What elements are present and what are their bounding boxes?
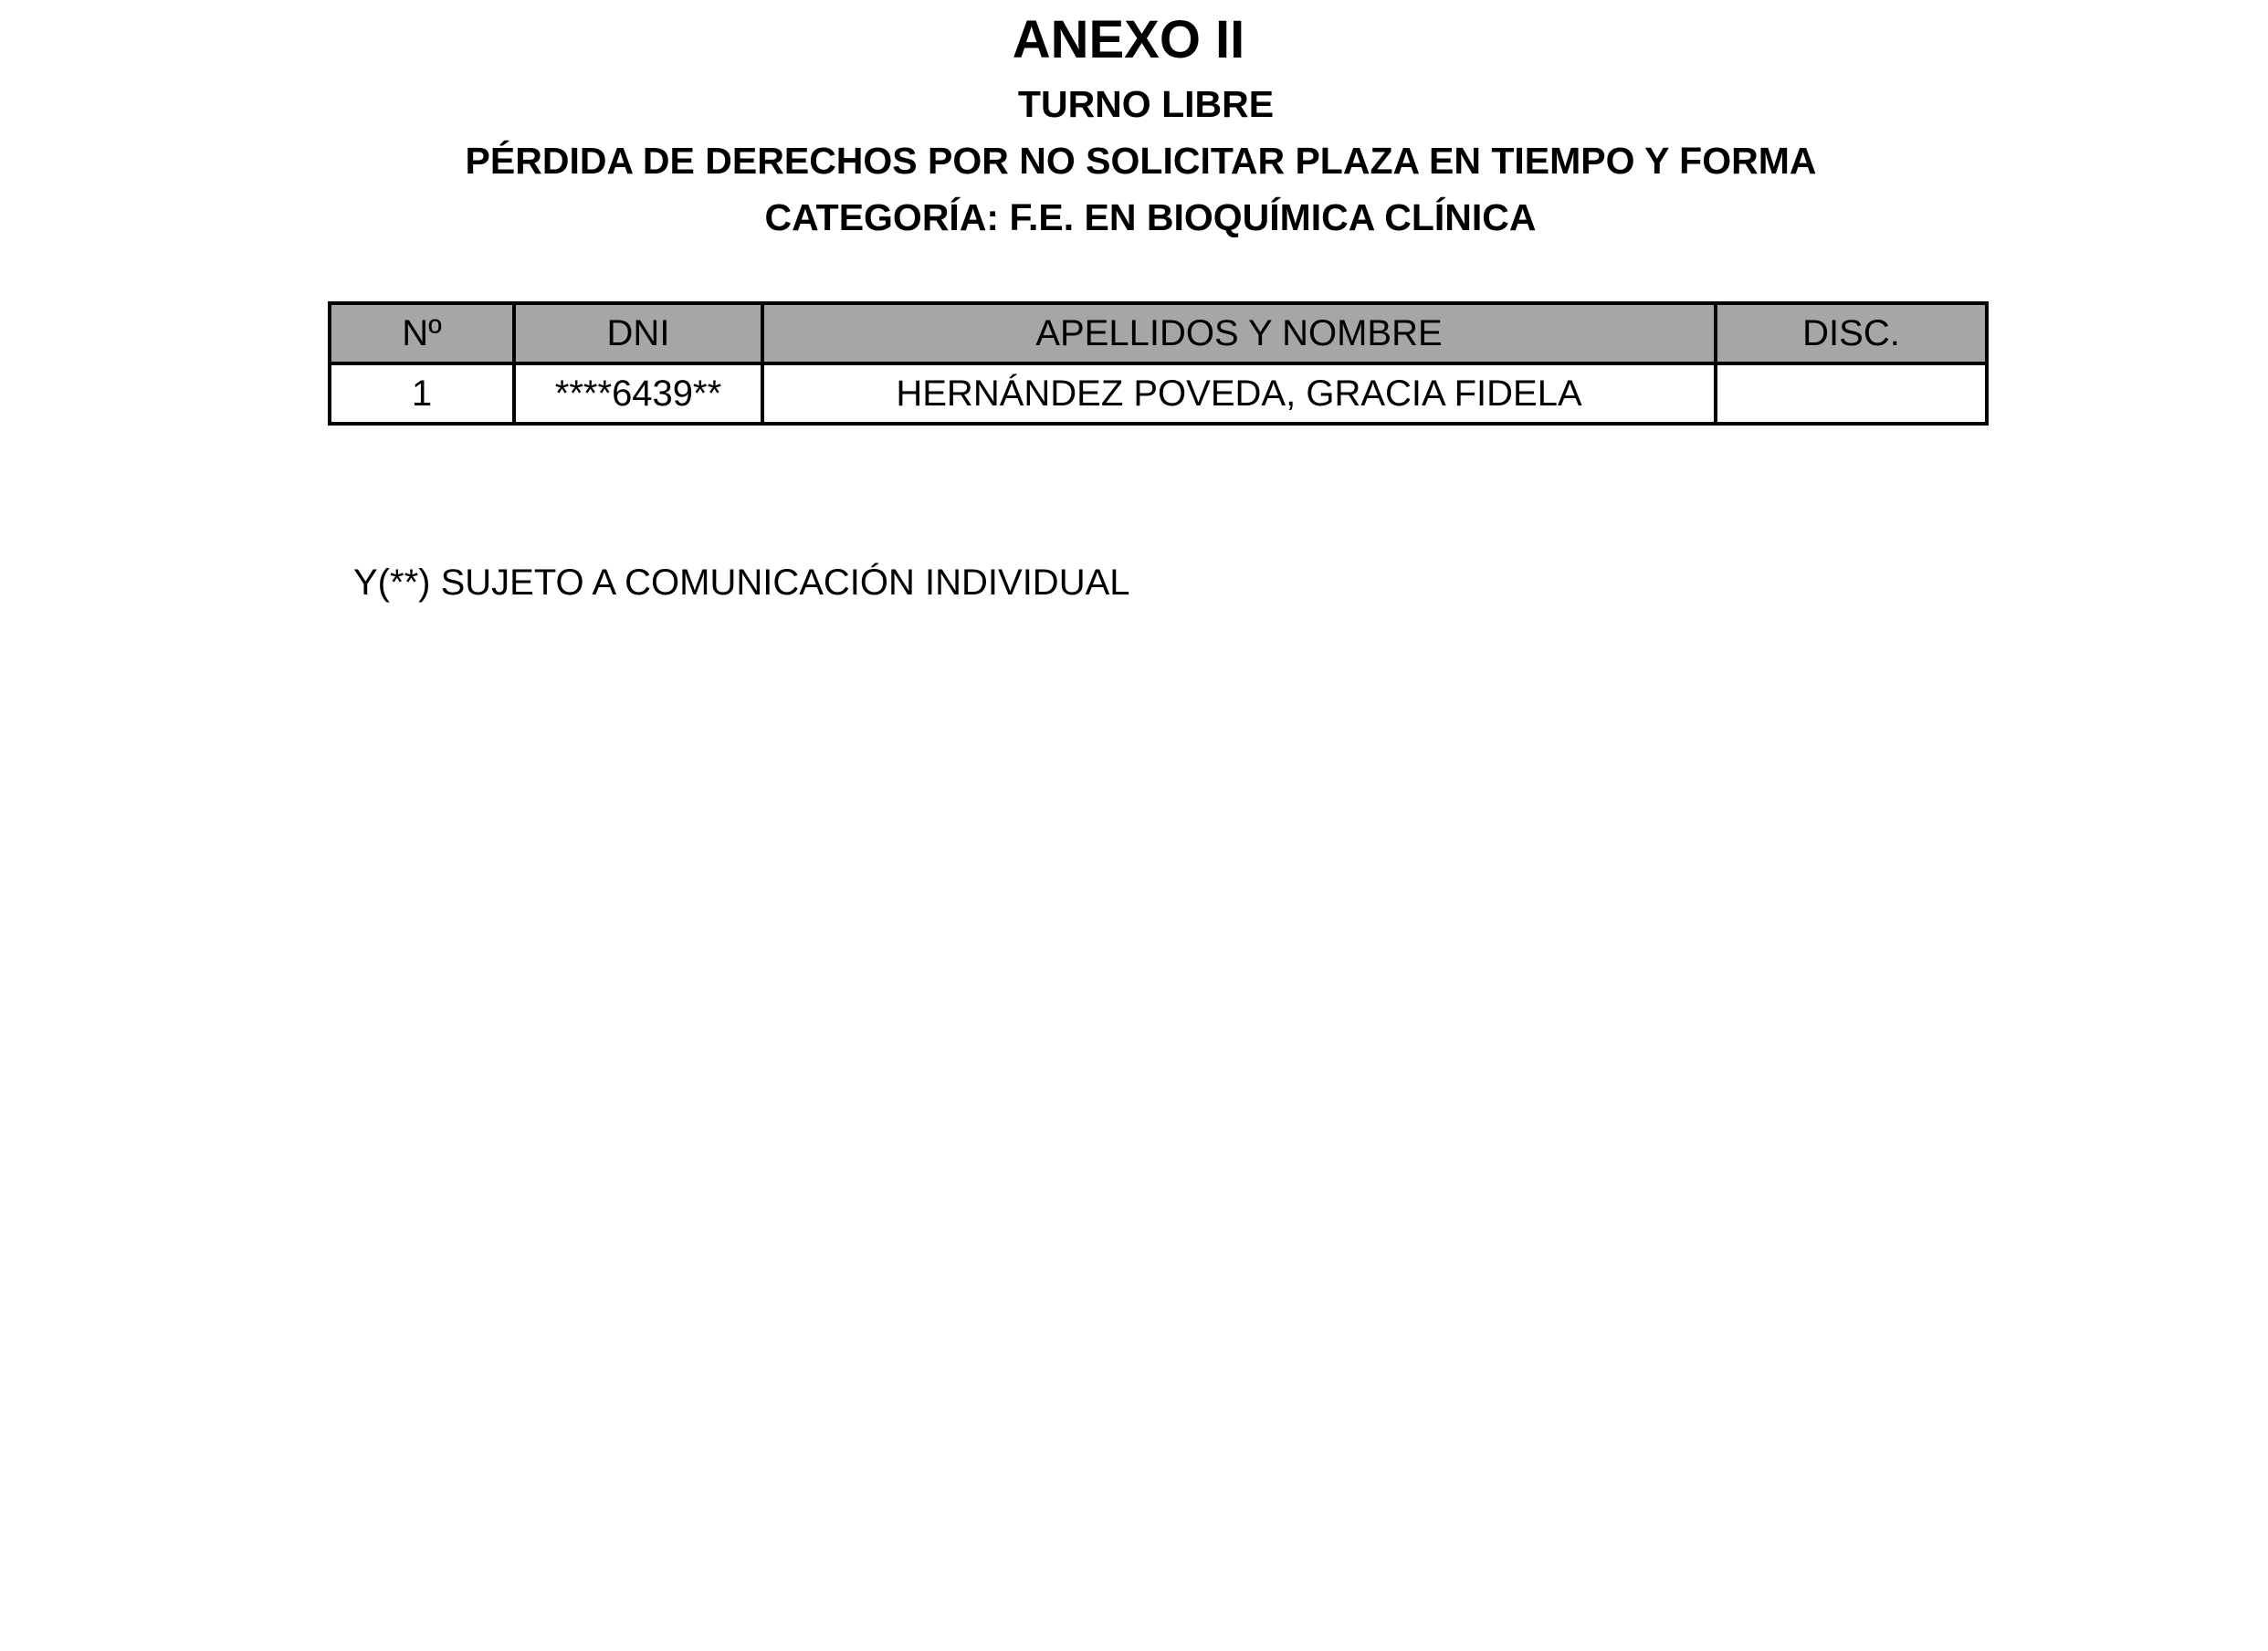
document-description: PÉRDIDA DE DERECHOS POR NO SOLICITAR PLAZA EN TIEMPO Y FORMA: [465, 140, 1817, 182]
cell-disc: [1716, 363, 1987, 424]
cell-number: 1: [330, 363, 514, 424]
cell-name: HERNÁNDEZ POVEDA, GRACIA FIDELA: [762, 363, 1716, 424]
document-title: ANEXO II: [1012, 10, 1245, 69]
table-row: [330, 363, 1987, 424]
candidates-table: [328, 301, 1989, 426]
column-header-dni: DNI: [514, 303, 762, 363]
column-header-number: Nº: [330, 303, 514, 363]
document-category: CATEGORÍA: F.E. EN BIOQUÍMICA CLÍNICA: [764, 196, 1537, 238]
column-header-name: APELLIDOS Y NOMBRE: [762, 303, 1716, 363]
table-header-row: [330, 303, 1987, 363]
cell-dni: ****6439**: [514, 363, 762, 424]
document-subtitle: TURNO LIBRE: [1017, 83, 1275, 125]
footnote: Y(**) SUJETO A COMUNICACIÓN INDIVIDUAL: [353, 563, 1130, 603]
column-header-disc: DISC.: [1716, 303, 1987, 363]
